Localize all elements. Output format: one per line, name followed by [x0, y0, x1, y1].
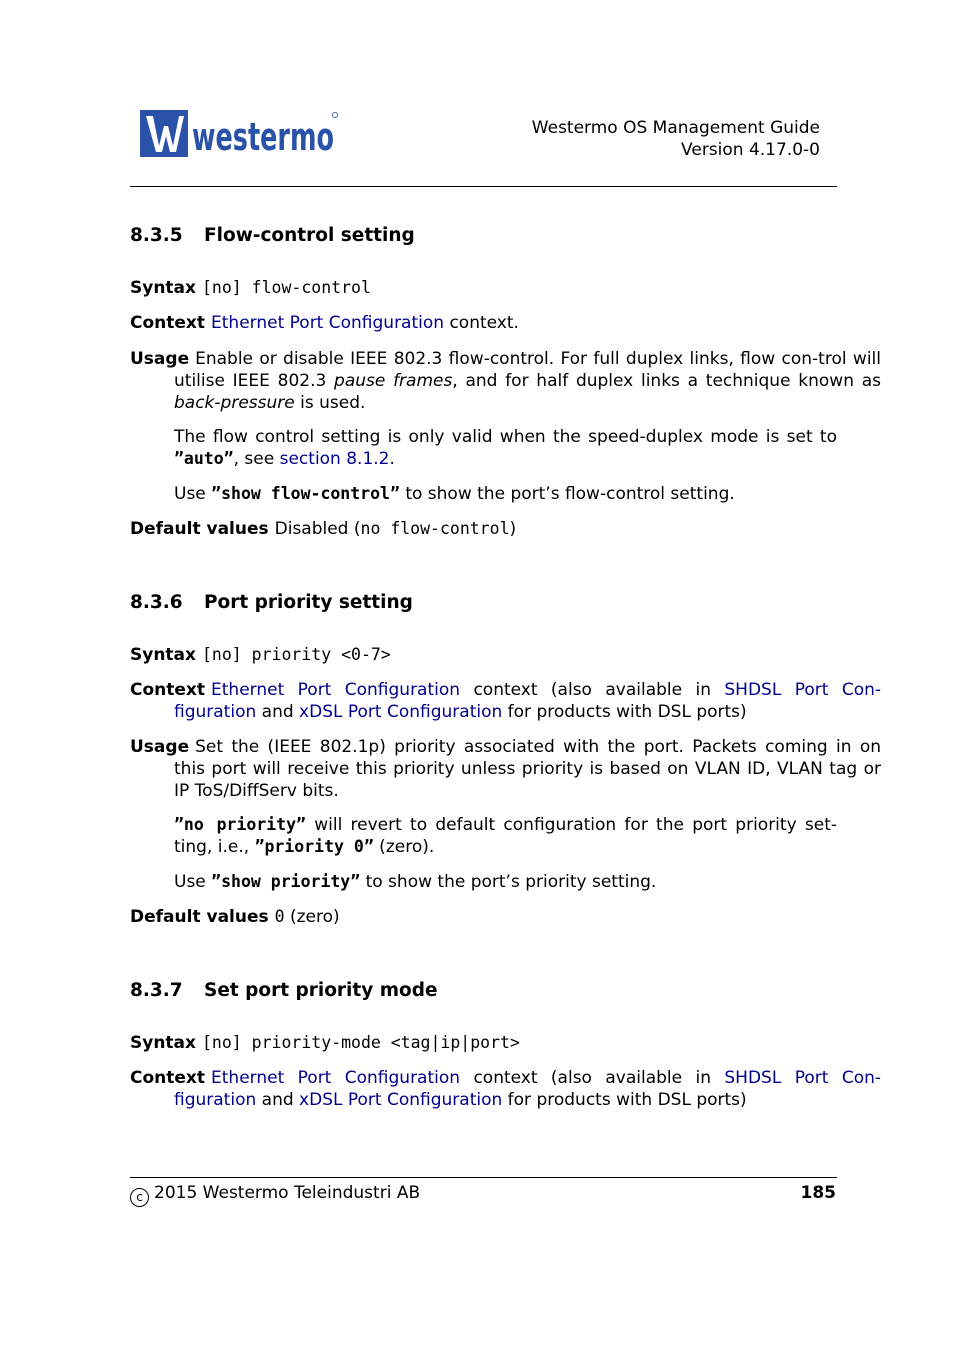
usage-text: Set the (IEEE 802.1p) priority associated with the port. Packets coming in on this port will receive this priority unless priority is based on VLAN ID, VLAN tag or IP ToS/DiffServ bits. — [174, 737, 881, 801]
context-text: context (also available in — [460, 680, 725, 700]
context-link[interactable]: Ethernet Port Configuration — [211, 680, 461, 700]
default-values-label: Default values — [130, 907, 269, 927]
section-heading — [130, 225, 415, 247]
footer-copyright — [130, 1182, 420, 1207]
context-entry — [130, 312, 837, 334]
context-label: Context — [130, 680, 206, 700]
section-number: 8.3.5 — [130, 225, 183, 246]
usage-text: to show the port’s flow-control setting. — [399, 484, 735, 504]
section-heading — [130, 592, 413, 614]
default-values-entry — [130, 518, 837, 540]
context-link[interactable]: SHDSL Port Con-figuration — [174, 1068, 881, 1110]
default-text: Disabled ( — [274, 519, 361, 539]
default-text: ) — [509, 519, 517, 539]
command-literal: ”show flow-control” — [211, 484, 400, 503]
context-link[interactable]: xDSL Port Configuration — [299, 702, 503, 722]
section-heading — [130, 980, 438, 1002]
section-title: Flow-control setting — [204, 225, 415, 246]
page-number: 185 — [800, 1183, 836, 1203]
syntax-command: [no] flow-control — [202, 278, 371, 297]
header-divider — [130, 186, 837, 187]
syntax-entry — [130, 277, 837, 299]
syntax-command: [no] priority <0-7> — [202, 645, 391, 664]
syntax-label: Syntax — [130, 278, 196, 298]
usage-label: Usage — [130, 349, 190, 369]
usage-text: to show the port’s priority setting. — [360, 872, 657, 892]
default-text: (zero) — [284, 907, 340, 927]
document-title: Westermo OS Management Guide — [531, 118, 820, 138]
copyright-icon: c — [130, 1188, 149, 1207]
syntax-label: Syntax — [130, 645, 196, 665]
command-literal: ”priority 0” — [254, 837, 374, 856]
usage-term: back-pressure — [174, 393, 295, 413]
syntax-entry — [130, 644, 837, 666]
page-header — [130, 108, 836, 188]
default-value: 0 — [274, 907, 285, 926]
context-link[interactable]: SHDSL Port Con-figuration — [174, 680, 881, 722]
svg-text:westermo: westermo — [192, 115, 334, 159]
usage-text: , see — [233, 449, 280, 469]
context-entry — [130, 1067, 881, 1111]
usage-entry — [130, 348, 881, 414]
section-number: 8.3.6 — [130, 592, 183, 613]
section-title: Set port priority mode — [204, 980, 438, 1001]
context-text: and — [256, 1090, 300, 1110]
usage-text: , and for half duplex links a technique known as — [452, 371, 881, 391]
usage-text: Use — [174, 872, 212, 892]
context-text: for products with DSL ports) — [502, 702, 747, 722]
footer-divider — [130, 1177, 837, 1178]
context-link[interactable]: xDSL Port Configuration — [299, 1090, 503, 1110]
usage-text: (zero). — [373, 837, 435, 857]
default-values-label: Default values — [130, 519, 269, 539]
usage-term: pause frames — [334, 371, 453, 391]
context-text: and — [256, 702, 300, 722]
usage-text: . — [389, 449, 395, 469]
command-literal: ”auto” — [174, 449, 234, 468]
command-literal: ”no priority” — [174, 815, 306, 834]
usage-paragraph — [174, 814, 837, 858]
copyright-text: 2015 Westermo Teleindustri AB — [154, 1183, 421, 1203]
section-link[interactable]: section 8.1.2 — [279, 449, 390, 469]
syntax-label: Syntax — [130, 1033, 196, 1053]
syntax-entry — [130, 1032, 837, 1054]
usage-paragraph — [174, 483, 837, 505]
usage-entry — [130, 736, 881, 802]
section-number: 8.3.7 — [130, 980, 183, 1001]
context-link[interactable]: Ethernet Port Configuration — [211, 1068, 461, 1088]
westermo-logo — [140, 110, 340, 164]
context-entry — [130, 679, 881, 723]
usage-paragraph — [174, 871, 837, 893]
usage-text: is used. — [294, 393, 366, 413]
usage-text: Use — [174, 484, 212, 504]
context-label: Context — [130, 313, 206, 333]
default-values-entry — [130, 906, 837, 928]
context-text: context (also available in — [460, 1068, 725, 1088]
section-title: Port priority setting — [204, 592, 413, 613]
usage-text: will revert to default configuration for the port priority set-ting, i.e., — [174, 815, 837, 857]
document-version: Version 4.17.0-0 — [681, 140, 820, 160]
context-label: Context — [130, 1068, 206, 1088]
usage-label: Usage — [130, 737, 190, 757]
context-text: context. — [444, 313, 519, 333]
context-link[interactable]: Ethernet Port Configuration — [211, 313, 445, 333]
usage-paragraph — [174, 426, 837, 470]
command-literal: ”show priority” — [211, 872, 361, 891]
usage-text: The flow control setting is only valid when the speed-duplex mode is set to — [174, 427, 837, 447]
syntax-command: [no] priority-mode <tag|ip|port> — [202, 1033, 520, 1052]
default-command: no flow-control — [360, 519, 510, 538]
usage-text: Enable or disable IEEE 802.3 flow-control. For full duplex links, flow con-trol will utilise IEEE 802.3 — [174, 349, 881, 391]
context-text: for products with DSL ports) — [502, 1090, 747, 1110]
